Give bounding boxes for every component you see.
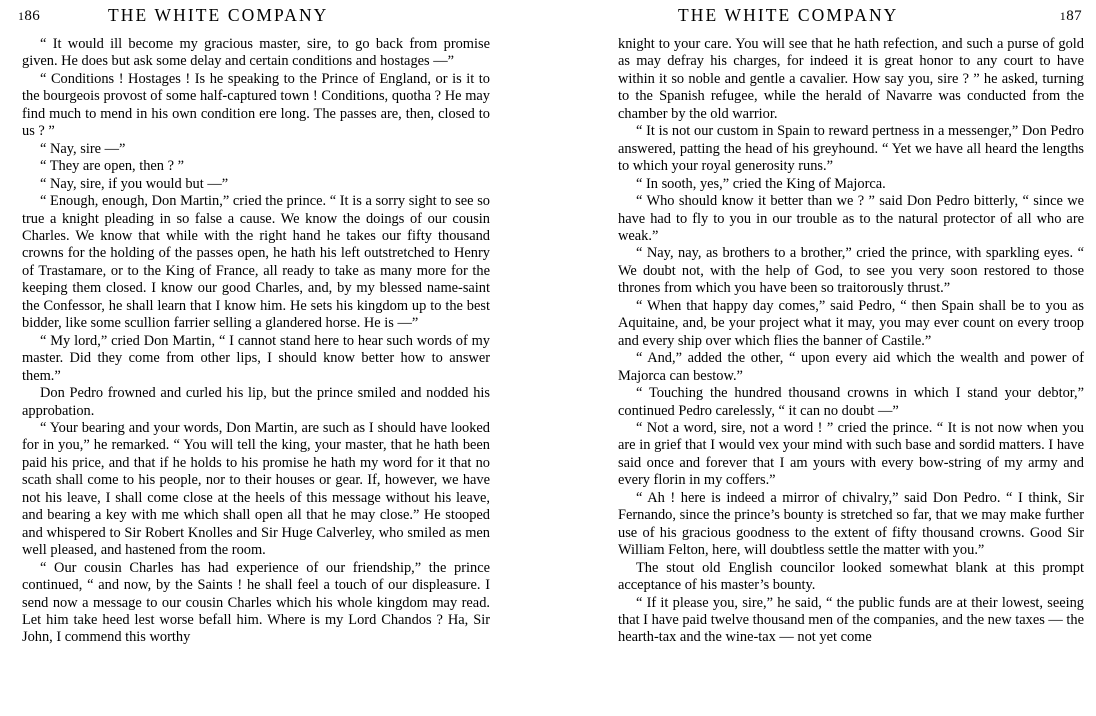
- paragraph: “ In sooth, yes,” cried the King of Majorca.: [636, 175, 886, 192]
- folio-right-one: 1: [1059, 8, 1067, 23]
- body-text-left: [22, 36, 490, 647]
- paragraph: “ Touching the hundred thousand crowns in which I stand your debtor,” continued Pedro carelessly, “ it can no doubt —”: [618, 385, 1084, 419]
- body-text-right: [618, 36, 1084, 647]
- page-right: [612, 0, 1096, 716]
- folio-right-digits: 87: [1066, 8, 1082, 24]
- paragraph: “ Enough, enough, Don Martin,” cried the prince. “ It is a sorry sight to see so true a knight pleading in so false a cause. We know the doings of our cousin Charles. We know that while with the right hand he takes our fifty thousand crowns for the holding of the passes open, he hath his left outstretched to Henry of Trastamare, or to the King of France, all ready to take as many more for the keeping them closed. I know our good Charles, and, by my blessed name-saint the Confessor, he shall learn that I know him. He sets his kingdom up to the best bidder, like some scullion farrier selling a glandered horse. He is —”: [22, 193, 490, 332]
- paragraph: “ Nay, nay, as brothers to a brother,” cried the prince, with sparkling eyes. “ We doubt not, with the help of God, to see you very soon restored to those thrones from which you have been so traitorously thrust.”: [618, 245, 1084, 297]
- paragraph: “ And,” added the other, “ upon every aid which the wealth and power of Majorca can bestow.”: [618, 350, 1084, 384]
- paragraph: “ Nay, sire —”: [40, 140, 126, 157]
- paragraph: “ Ah ! here is indeed a mirror of chivalry,” said Don Pedro. “ I think, Sir Fernando, since the prince’s bounty is stretched so far, that we may make further use of his gracious goodness to the extent of fifty thousand crowns. Good Sir William Felton, here, will doubtless settle the matter with you.”: [618, 489, 1084, 559]
- paragraph: “ Conditions ! Hostages ! Is he speaking to the Prince of England, or is it to the bourgeois provost of some half-captured town ! Conditions, quotha ? He may find much to mend in his own condition ere long. The passes are, then, closed to us ? ”: [22, 70, 490, 140]
- paragraph: “ If it please you, sire,” he said, “ the public funds are at their lowest, seeing that I have paid twelve thousand men of the companies, and the new taxes — the hearth-tax and the wine-tax — not yet come: [618, 594, 1084, 646]
- paragraph: “ My lord,” cried Don Martin, “ I cannot stand here to hear such words of my master. Did they come from other lips, I should know better how to answer them.”: [22, 332, 490, 384]
- running-head-right: [612, 0, 1096, 34]
- paragraph: “ They are open, then ? ”: [40, 158, 184, 175]
- running-head-left: [0, 0, 510, 34]
- paragraph: “ When that happy day comes,” said Pedro, “ then Spain shall be to you as Aquitaine, and, be your project what it may, you may ever count on every troop and every ship over which flies the banner of Castile.”: [618, 297, 1084, 349]
- page-left: [0, 0, 510, 716]
- folio-left-digits: 86: [24, 8, 41, 24]
- running-head-title-right: THE WHITE COMPANY: [678, 5, 899, 25]
- paragraph: “ Our cousin Charles has had experience of our friendship,” the prince continued, “ and now, by the Saints ! he shall feel a touch of our displeasure. I send now a message to our cousin Charles which his whole kingdom may read. Let him take heed lest worse befall him. Where is my Lord Chandos ? Ha, Sir John, I commend this worthy: [22, 559, 490, 646]
- paragraph: “ Nay, sire, if you would but —”: [40, 175, 229, 192]
- folio-left-one: 1: [18, 8, 25, 23]
- paragraph: “ Not a word, sire, not a word ! ” cried the prince. “ It is not now when you are in grief that I would vex your mind with such base and sordid matters. I have said once and forever that I am yours with every bow-string of my army and every florin in my coffers.”: [618, 419, 1084, 489]
- paragraph: Don Pedro frowned and curled his lip, but the prince smiled and nodded his approbation.: [22, 385, 490, 419]
- paragraph: “ Who should know it better than we ? ” said Don Pedro bitterly, “ since we have had to fly to you in our trouble as to the natural protector of all who are weak.”: [618, 193, 1084, 244]
- paragraph: The stout old English councilor looked somewhat blank at this prompt acceptance of his master’s bounty.: [618, 559, 1084, 594]
- folio-left: [18, 9, 40, 24]
- paragraph: “ Your bearing and your words, Don Martin, are such as I should have looked for in you,” he remarked. “ You will tell the king, your master, that he hath been paid his price, and that if he holds to his promise he hath my word for it that no scath shall come to his people, nor to their houses or gear. If, however, we have not his leave, I shall come close at the heels of this message without his leave, and bearing a key with me which shall open all that he may close.” He stooped and whispered to Sir Robert Knolles and Sir Huge Calverley, who smiled as men well pleased, and hastened from the room.: [22, 419, 490, 559]
- folio-right: [1060, 9, 1082, 24]
- running-head-title-left: THE WHITE COMPANY: [108, 5, 329, 25]
- paragraph: knight to your care. You will see that he hath refection, and such a purse of gold as may defray his charges, for indeed it is great honor to any court to have within it so noble and gentle a cavalier. How say you, sire ? ” he asked, turning to the Spanish refugee, while the herald of Navarre was conducted from the chamber by the old warrior.: [618, 36, 1084, 122]
- paragraph: “ It would ill become my gracious master, sire, to go back from promise given. He does but ask some delay and certain conditions and hostages —”: [22, 36, 490, 70]
- paragraph: “ It is not our custom in Spain to reward pertness in a messenger,” Don Pedro answered, patting the head of his greyhound. “ Yet we have all heard the lengths to which your royal generosity runs.”: [618, 123, 1084, 175]
